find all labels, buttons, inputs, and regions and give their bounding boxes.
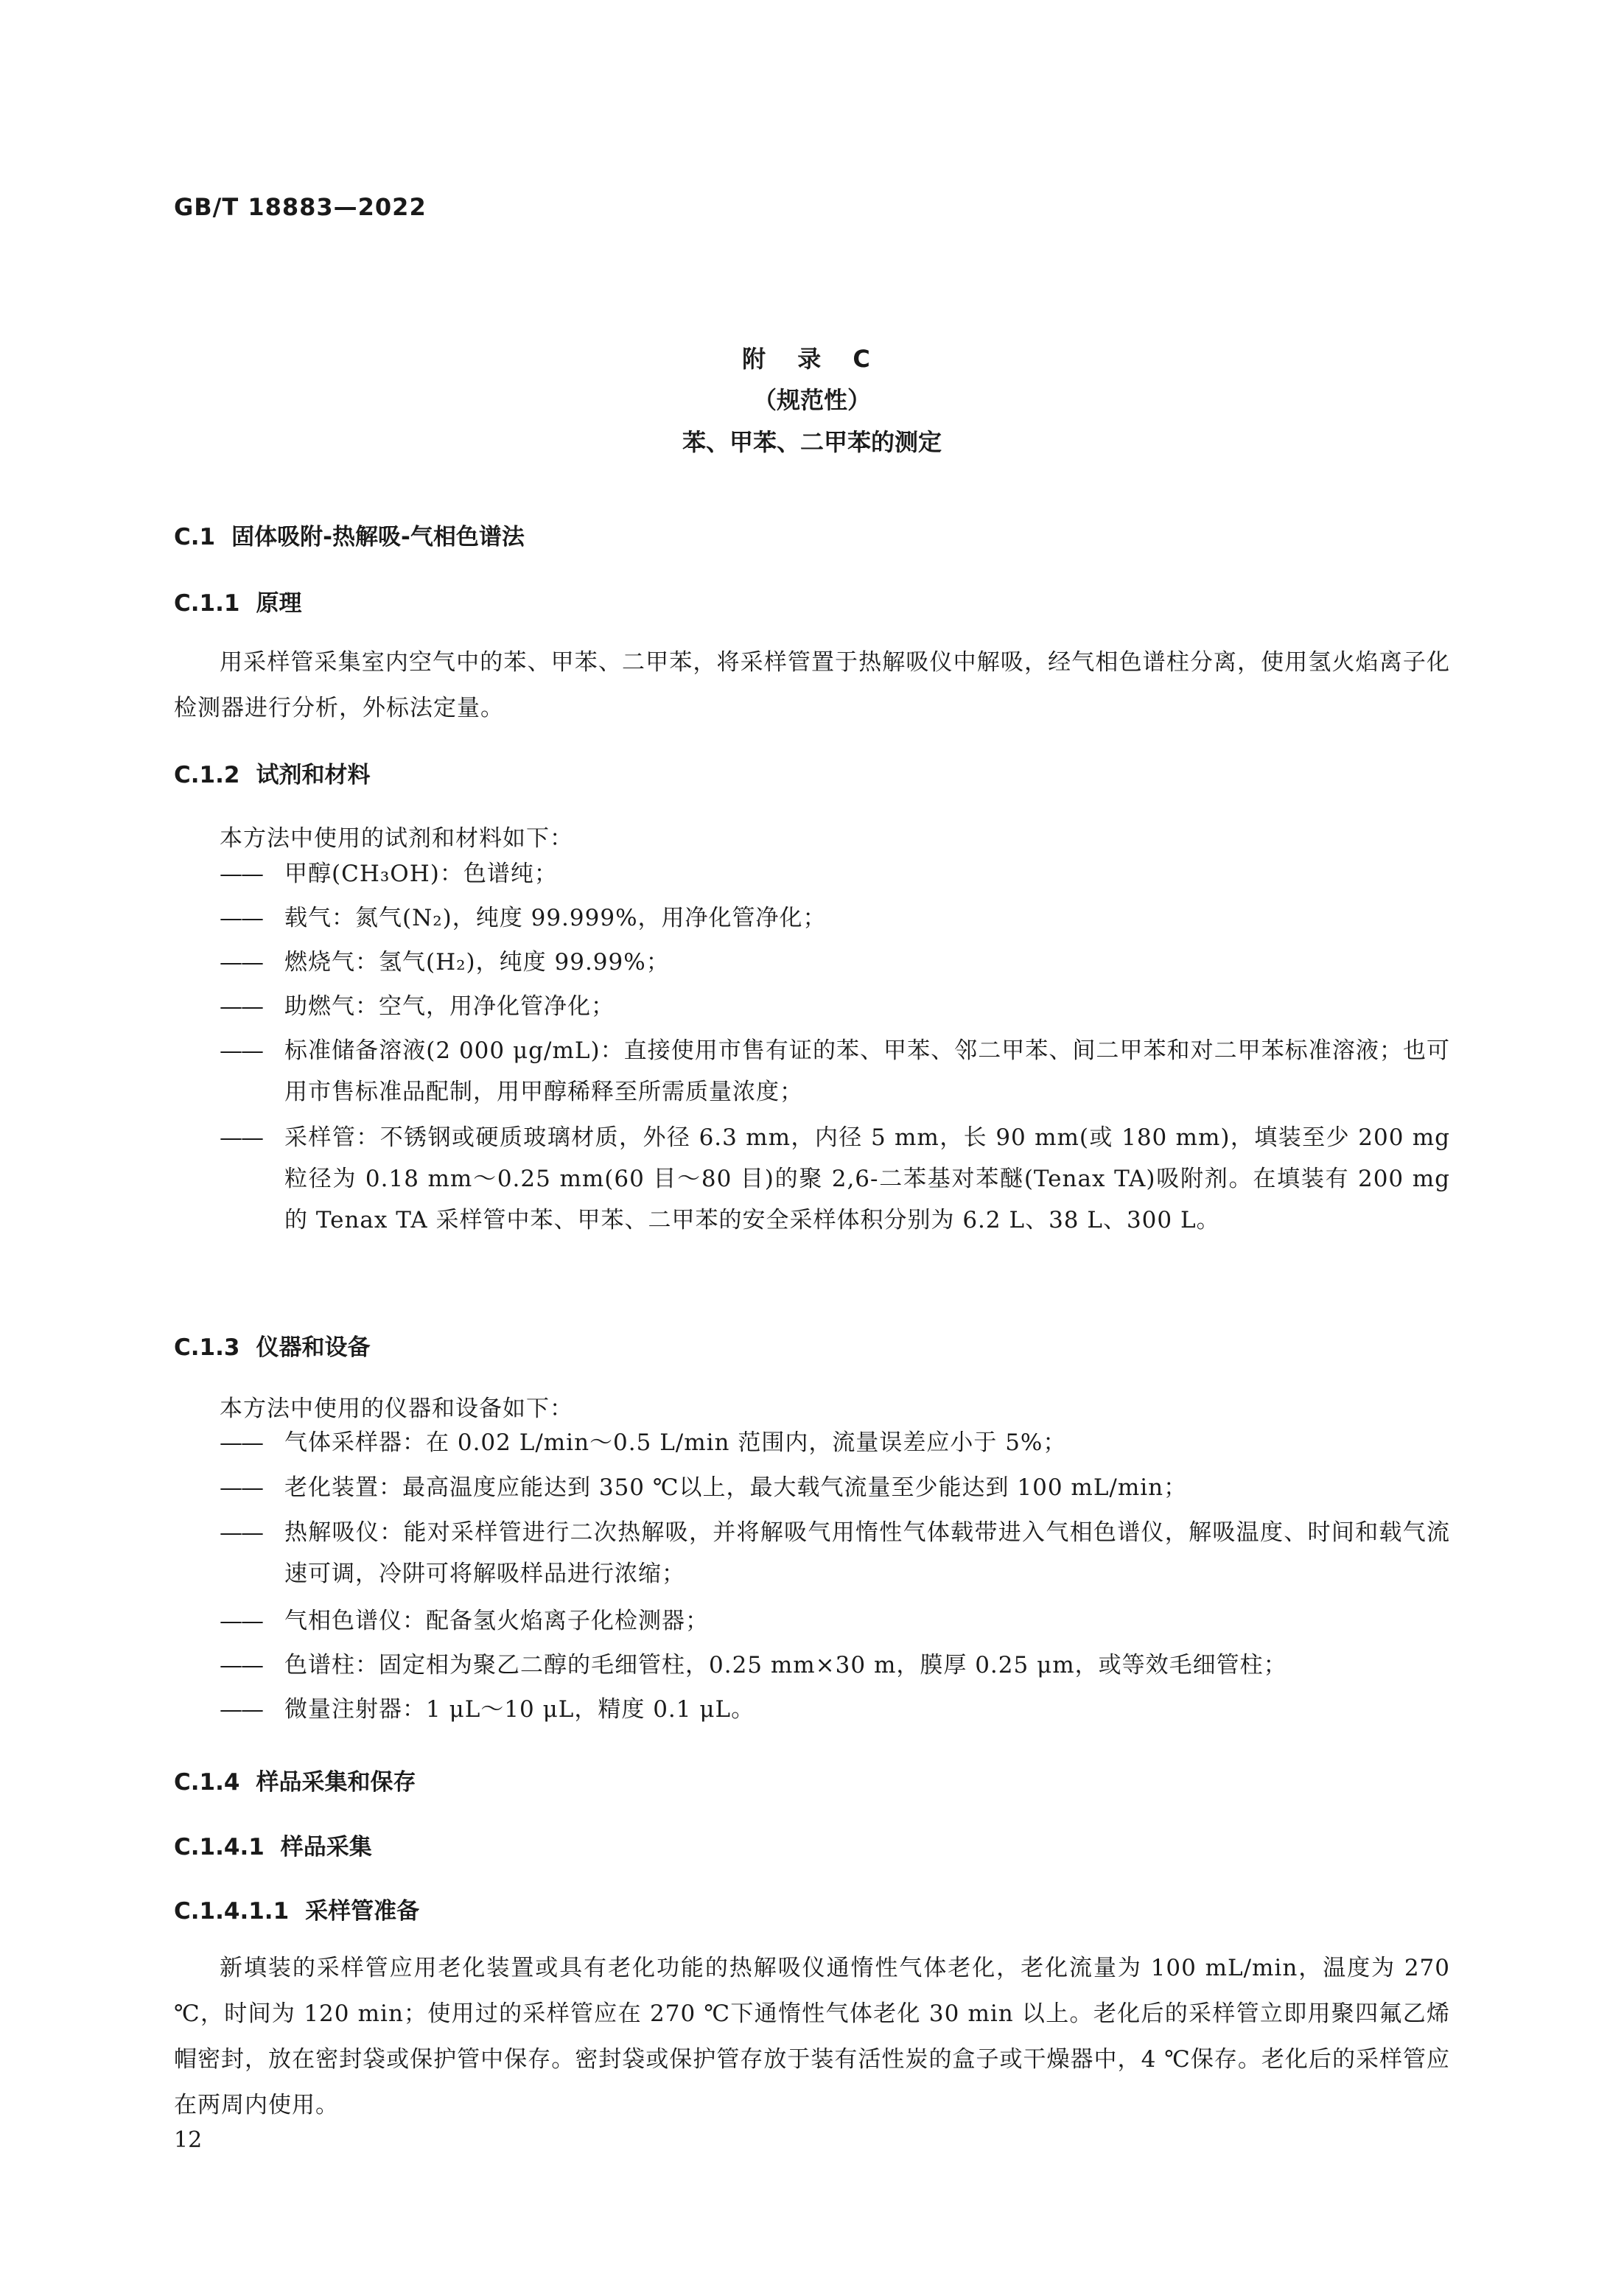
dash-marker: ——	[220, 949, 262, 976]
list-item-text: 采样管：不锈钢或硬质玻璃材质，外径 6.3 mm，内径 5 mm，长 90 mm(或 180 mm)，填装至少 200 mg 粒径为 0.18 mm～0.25 mm(60 目～80 目)的聚 2,6-二苯基对苯醚(Tenax TA)吸附剂。在填装有 200 mg 的 Tenax TA 采样管中苯、甲苯、二甲苯的安全采样体积分别为 6.2 L、38 L、300 L。	[284, 1124, 1450, 1233]
section-title: 采样管准备	[305, 1898, 420, 1925]
list-item	[174, 1645, 1450, 1686]
list-item-text: 燃烧气：氢气(H₂)，纯度 99.99%；	[284, 949, 670, 976]
section-title: 原理	[256, 590, 302, 617]
list-item	[174, 853, 1450, 895]
section-heading-c1	[174, 518, 525, 551]
dash-marker: ——	[220, 1124, 262, 1151]
list-item	[174, 986, 1450, 1027]
dash-marker: ——	[220, 905, 262, 931]
section-number: C.1.3	[174, 1334, 240, 1361]
section-number: C.1.2	[174, 762, 240, 788]
dash-marker: ——	[220, 1652, 262, 1678]
section-heading-c11	[174, 584, 301, 617]
dash-marker: ——	[220, 1519, 262, 1546]
section-heading-c13	[174, 1328, 370, 1362]
appendix-type: （规范性）	[752, 386, 871, 414]
list-item-text: 气相色谱仪：配备氢火焰离子化检测器；	[284, 1608, 709, 1634]
section-number: C.1.4	[174, 1769, 240, 1796]
section-title: 样品采集	[280, 1834, 372, 1860]
section-title: 样品采集和保存	[256, 1769, 416, 1796]
section-heading-c14	[174, 1763, 416, 1796]
dash-marker: ——	[220, 1696, 262, 1723]
list-item-text: 助燃气：空气，用净化管净化；	[284, 993, 615, 1020]
section-number: C.1.4.1	[174, 1834, 265, 1860]
list-item-text: 甲醇(CH₃OH)：色谱纯；	[284, 861, 558, 887]
section-number: C.1	[174, 524, 216, 550]
section-heading-c1411	[174, 1892, 419, 1925]
list-item	[174, 897, 1450, 939]
instruments-intro: 本方法中使用的仪器和设备如下：	[220, 1396, 573, 1422]
page-number: 12	[174, 2127, 203, 2153]
list-item	[174, 1600, 1450, 1642]
list-item-text: 标准储备溶液(2 000 μg/mL)：直接使用市售有证的苯、甲苯、邻二甲苯、间二甲苯和对二甲苯标准溶液；也可用市售标准品配制，用甲醇稀释至所需质量浓度；	[284, 1037, 1450, 1105]
standard-number-header: GB/T 18883—2022	[174, 193, 427, 221]
reagents-intro: 本方法中使用的试剂和材料如下：	[220, 825, 573, 852]
dash-marker: ——	[220, 993, 262, 1020]
section-number: C.1.4.1.1	[174, 1898, 290, 1925]
section-heading-c12	[174, 756, 370, 789]
dash-marker: ——	[220, 1474, 262, 1501]
list-item	[174, 1689, 1450, 1730]
list-item-text: 微量注射器：1 μL～10 μL，精度 0.1 μL。	[284, 1696, 755, 1723]
dash-marker: ——	[220, 1429, 262, 1456]
section-title: 固体吸附-热解吸-气相色谱法	[231, 524, 525, 550]
list-item-text: 载气：氮气(N₂)，纯度 99.999%，用净化管净化；	[284, 905, 827, 931]
list-item	[174, 1512, 1450, 1594]
appendix-title: 附 录 C	[742, 345, 882, 373]
section-heading-c141	[174, 1828, 372, 1861]
list-item	[174, 1422, 1450, 1463]
list-item	[174, 942, 1450, 983]
list-item	[174, 1030, 1450, 1113]
list-item-text: 色谱柱：固定相为聚乙二醇的毛细管柱，0.25 mm×30 m，膜厚 0.25 μm，或等效毛细管柱；	[284, 1652, 1287, 1678]
section-title: 试剂和材料	[256, 762, 371, 788]
dash-marker: ——	[220, 1037, 262, 1064]
list-item	[174, 1117, 1450, 1241]
appendix-name: 苯、甲苯、二甲苯的测定	[682, 428, 942, 456]
list-item	[174, 1467, 1450, 1508]
section-number: C.1.1	[174, 590, 240, 617]
principle-paragraph: 用采样管采集室内空气中的苯、甲苯、二甲苯，将采样管置于热解吸仪中解吸，经气相色谱柱分离，使用氢火焰离子化检测器进行分析，外标法定量。	[174, 649, 1450, 721]
tube-preparation-paragraph: 新填装的采样管应用老化装置或具有老化功能的热解吸仪通惰性气体老化，老化流量为 100 mL/min，温度为 270 ℃，时间为 120 min；使用过的采样管应在 270 ℃下通惰性气体老化 30 min 以上。老化后的采样管立即用聚四氟乙烯帽密封，放在密封袋或保护管中保存。密封袋或保护管存放于装有活性炭的盒子或干燥器中，4 ℃保存。老化后的采样管应在两周内使用。	[174, 1955, 1450, 2118]
dash-marker: ——	[220, 861, 262, 887]
section-title: 仪器和设备	[256, 1334, 371, 1361]
dash-marker: ——	[220, 1608, 262, 1634]
list-item-text: 气体采样器：在 0.02 L/min～0.5 L/min 范围内，流量误差应小于 5%；	[284, 1429, 1067, 1456]
list-item-text: 热解吸仪：能对采样管进行二次热解吸，并将解吸气用惰性气体载带进入气相色谱仪，解吸温度、时间和载气流速可调，冷阱可将解吸样品进行浓缩；	[284, 1519, 1450, 1587]
list-item-text: 老化装置：最高温度应能达到 350 ℃以上，最大载气流量至少能达到 100 mL/min；	[284, 1474, 1188, 1501]
